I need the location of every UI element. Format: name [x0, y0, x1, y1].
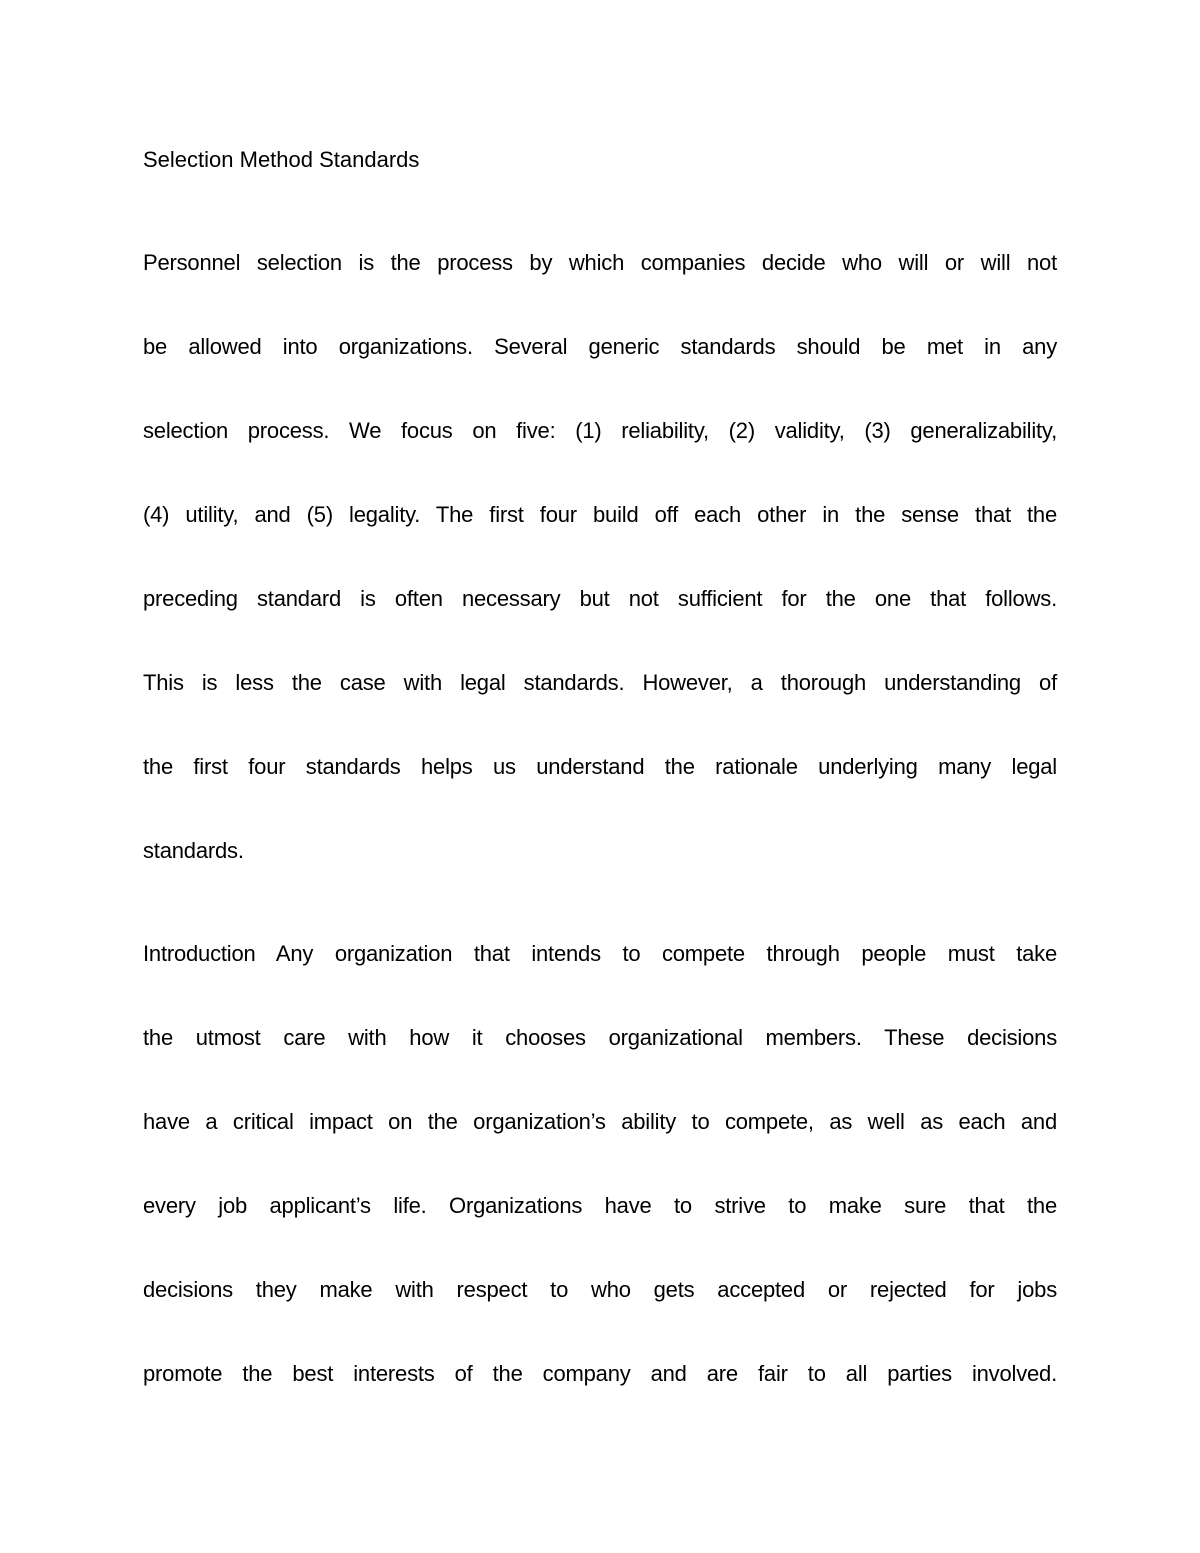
paragraph-line: selection process. We focus on five: (1) reliability, (2) validity, (3) generalizability, [143, 418, 1057, 443]
paragraph-line: standards. [143, 838, 244, 863]
document-title: Selection Method Standards [143, 147, 420, 172]
paragraph-line: the first four standards helps us understand the rationale underlying many legal [143, 754, 1057, 779]
paragraph-line: have a critical impact on the organization’s ability to compete, as well as each and [143, 1109, 1057, 1134]
paragraph-line: promote the best interests of the company and are fair to all parties involved. [143, 1361, 1057, 1386]
paragraph-line: be allowed into organizations. Several generic standards should be met in any [143, 334, 1057, 359]
paragraph-line: Introduction Any organization that intends to compete through people must take [143, 941, 1057, 966]
paragraph-line: the utmost care with how it chooses organizational members. These decisions [143, 1025, 1057, 1050]
paragraph-line: Personnel selection is the process by which companies decide who will or will not [143, 250, 1057, 275]
paragraph-line: preceding standard is often necessary but not sufficient for the one that follows. [143, 586, 1057, 611]
paragraph-line: decisions they make with respect to who gets accepted or rejected for jobs [143, 1277, 1057, 1302]
paragraph-line: This is less the case with legal standards. However, a thorough understanding of [143, 670, 1057, 695]
paragraph-line: every job applicant’s life. Organizations have to strive to make sure that the [143, 1193, 1057, 1218]
paragraph-line: (4) utility, and (5) legality. The first four build off each other in the sense that the [143, 502, 1057, 527]
